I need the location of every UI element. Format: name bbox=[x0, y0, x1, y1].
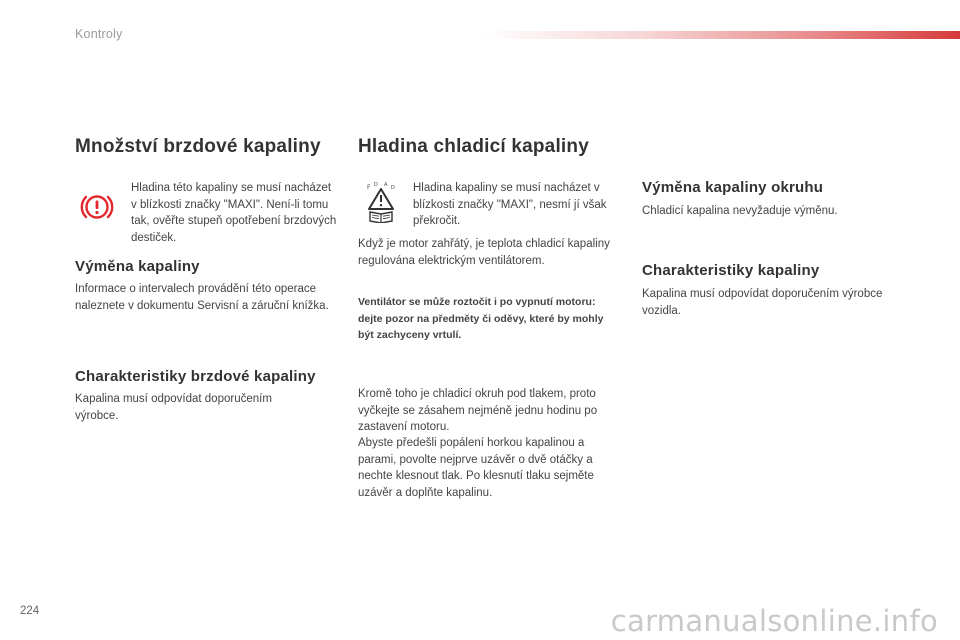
brake-warning-icon bbox=[80, 190, 114, 224]
circuit-spec-text: Kapalina musí odpovídat doporučením výrobce vozidla. bbox=[642, 288, 883, 317]
brake-spec-title: Charakteristiky brzdové kapaliny bbox=[75, 368, 316, 385]
brake-intro-text: Hladina této kapaliny se musí nacházet v blízkosti značky "MAXI". Není-li tomu tak, ověřte stupeň opotřebení brzdových destiček. bbox=[131, 182, 337, 244]
svg-text:F: F bbox=[367, 184, 371, 191]
brake-fluid-title: Množství brzdové kapaliny bbox=[75, 136, 321, 157]
brake-change-text: Informace o intervalech provádění této operace naleznete v dokumentu Servisní a záruční knížka. bbox=[75, 283, 329, 312]
circuit-change-title: Výměna kapaliny okruhu bbox=[642, 179, 824, 196]
coolant-intro-text: Hladina kapaliny se musí nacházet v blízkosti značky "MAXI", nesmí jí však překročit. bbox=[413, 182, 607, 227]
page-number: 224 bbox=[20, 605, 40, 617]
circuit-spec-title: Charakteristiky kapaliny bbox=[642, 262, 820, 279]
coolant-hot-text: Když je motor zahřátý, je teplota chladicí kapaliny regulována elektrickým ventilátorem. bbox=[358, 238, 610, 267]
coolant-warning-icon bbox=[366, 181, 396, 223]
svg-text:D: D bbox=[374, 182, 378, 188]
brake-spec-text: Kapalina musí odpovídat doporučením výrobce. bbox=[75, 393, 272, 422]
section-label: Kontroly bbox=[75, 27, 123, 41]
watermark: carmanualsonline.info bbox=[610, 604, 938, 638]
svg-text:D: D bbox=[391, 185, 395, 191]
coolant-pressure-text-1: Kromě toho je chladicí okruh pod tlakem, proto vyčkejte se zásahem nejméně jednu hodinu po zastavení motoru. bbox=[358, 388, 598, 433]
coolant-fan-warning: Ventilátor se může roztočit i po vypnutí motoru: dejte pozor na předměty či oděvy, které by mohly být zachyceny vrtulí. bbox=[358, 296, 604, 341]
svg-text:A: A bbox=[384, 182, 388, 188]
coolant-title: Hladina chladicí kapaliny bbox=[358, 136, 589, 157]
circuit-change-text: Chladicí kapalina nevyžaduje výměnu. bbox=[642, 205, 838, 217]
brake-change-title: Výměna kapaliny bbox=[75, 258, 200, 275]
header-accent-bar bbox=[480, 31, 960, 39]
coolant-pressure-text-2: Abyste předešli popálení horkou kapalinou a parami, povolte nejprve uzávěr o dvě otáčky a nechte klesnout tlak. Po klesnutí tlaku sejměte uzávěr a doplňte kapalinu. bbox=[358, 437, 594, 499]
